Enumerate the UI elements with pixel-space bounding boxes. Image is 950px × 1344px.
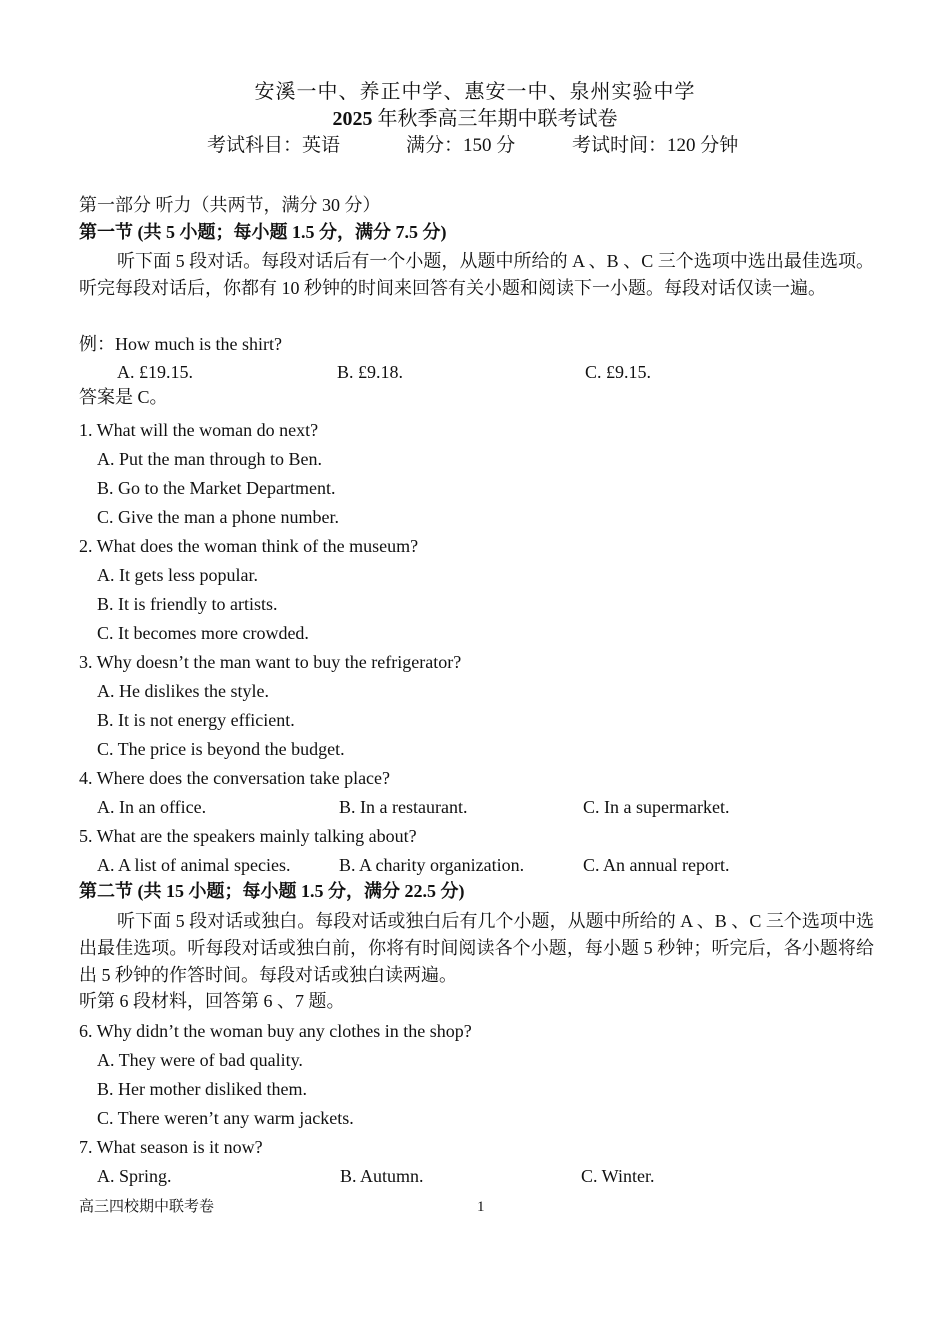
exam-duration: 考试时间：120 分钟 (572, 135, 739, 156)
school-names: 安溪一中、养正中学、惠安一中、泉州实验中学 (254, 81, 696, 103)
question-7: 7. What season is it now? (79, 1137, 263, 1157)
page-number: 1 (477, 1199, 485, 1215)
q7-option-b: B. Autumn. (340, 1166, 424, 1186)
section2-instructions: 听下面 5 段对话或独白。每段对话或独白后有几个小题，从题中所给的 A 、B 、C 三个选项中选出最佳选项。听每段对话或独白前，你将有时间阅读各个小题，每小题 5 秒钟；听完后，各小题将给出 5 秒钟的作答时间。每段对话或独白读两遍。 (79, 911, 874, 985)
q1-option-b: B. Go to the Market Department. (97, 478, 336, 498)
part1-title: 第一部分 听力（共两节，满分 30 分） (79, 195, 381, 215)
q3-option-c: C. The price is beyond the budget. (97, 739, 345, 759)
exam-full-score: 满分：150 分 (406, 135, 516, 156)
question-6: 6. Why didn’t the woman buy any clothes in the shop? (79, 1021, 472, 1041)
q7-option-a: A. Spring. (97, 1166, 172, 1186)
material-note: 听第 6 段材料，回答第 6 、7 题。 (79, 991, 345, 1011)
q5-option-c: C. An annual report. (583, 855, 730, 875)
section1-title: 第一节 (共 5 小题；每小题 1.5 分，满分 7.5 分) (79, 222, 447, 242)
q6-option-a: A. They were of bad quality. (97, 1050, 303, 1070)
q5-option-a: A. A list of animal species. (97, 855, 291, 875)
question-3: 3. Why doesn’t the man want to buy the refrigerator? (79, 652, 462, 672)
footer-label: 高三四校期中联考卷 (79, 1199, 215, 1215)
q6-option-c: C. There weren’t any warm jackets. (97, 1108, 354, 1128)
q7-option-c: C. Winter. (581, 1166, 655, 1186)
q5-option-b: B. A charity organization. (339, 855, 525, 875)
example-answer: 答案是 C。 (79, 387, 168, 407)
exam-year: 2025 (332, 108, 373, 130)
q3-option-a: A. He dislikes the style. (97, 681, 269, 701)
question-2: 2. What does the woman think of the museum? (79, 536, 419, 556)
q3-option-b: B. It is not energy efficient. (97, 710, 295, 730)
q4-option-a: A. In an office. (97, 797, 207, 817)
example-question: 例：How much is the shirt? (79, 334, 282, 354)
example-option-c: C. £9.15. (585, 362, 652, 382)
example-option-a: A. £19.15. (117, 362, 193, 382)
q1-option-a: A. Put the man through to Ben. (97, 449, 322, 469)
question-4: 4. Where does the conversation take place? (79, 768, 391, 788)
exam-title (0, 108, 950, 130)
section1-instructions: 听下面 5 段对话。每段对话后有一个小题，从题中所给的 A 、B 、C 三个选项中选出最佳选项。听完每段对话后，你都有 10 秒钟的时间来回答有关小题和阅读下一小题。每段对话仅读一遍。 (79, 251, 874, 298)
q2-option-b: B. It is friendly to artists. (97, 594, 278, 614)
q4-option-b: B. In a restaurant. (339, 797, 468, 817)
exam-subject: 考试科目：英语 (207, 135, 341, 156)
question-5: 5. What are the speakers mainly talking about? (79, 826, 417, 846)
q6-option-b: B. Her mother disliked them. (97, 1079, 307, 1099)
q2-option-a: A. It gets less popular. (97, 565, 258, 585)
question-1: 1. What will the woman do next? (79, 420, 319, 440)
section2-title: 第二节 (共 15 小题；每小题 1.5 分，满分 22.5 分) (79, 881, 465, 901)
example-option-b: B. £9.18. (337, 362, 404, 382)
exam-title-rest: 年秋季高三年期中联考试卷 (372, 108, 618, 130)
q1-option-c: C. Give the man a phone number. (97, 507, 339, 527)
q2-option-c: C. It becomes more crowded. (97, 623, 309, 643)
q4-option-c: C. In a supermarket. (583, 797, 730, 817)
